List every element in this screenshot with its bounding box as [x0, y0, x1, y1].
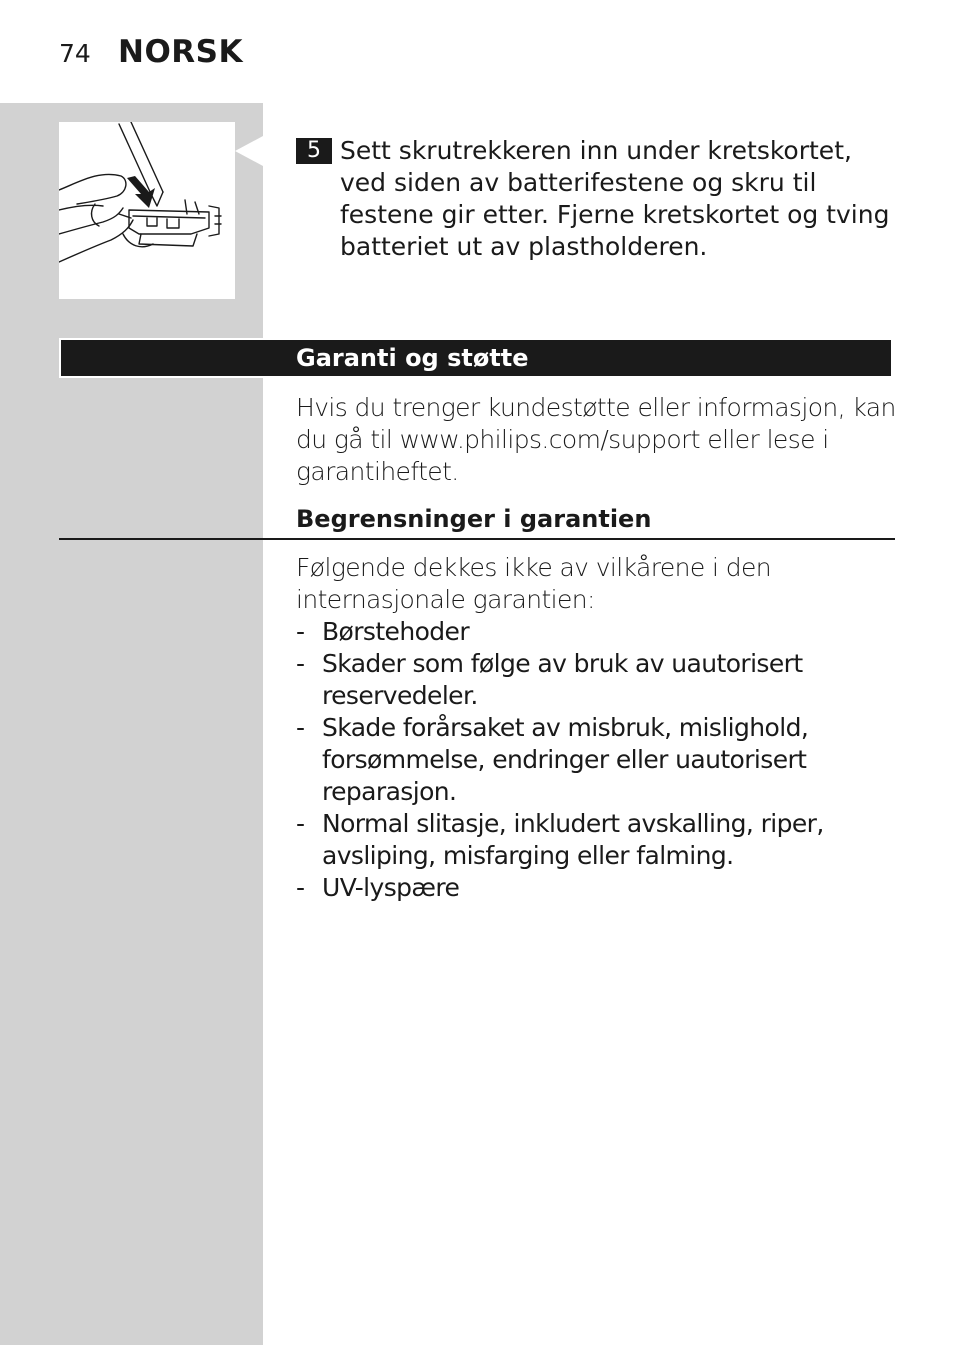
section-title: Garanti og støtte	[296, 344, 529, 372]
list-item-text: Skader som følge av bruk av uautorisert reservedeler.	[322, 649, 803, 710]
screwdriver-circuit-board-illustration	[59, 122, 235, 299]
list-item-text: UV-lyspære	[322, 873, 460, 902]
limitations-list	[296, 616, 896, 904]
list-item-text: Skade forårsaket av misbruk, mislighold, forsømmelse, endringer eller uautorisert reparasjon.	[322, 713, 809, 806]
subheading-divider	[59, 538, 895, 540]
list-item: - Børstehoder	[296, 617, 470, 646]
list-item: - Normal slitasje, inkludert avskalling, riper, avsliping, misfarging eller falming.	[296, 809, 824, 870]
limitations-intro-text: Følgende dekkes ikke av vilkårene i den internasjonale garantien:	[296, 553, 772, 614]
support-intro-text: Hvis du trenger kundestøtte eller informasjon, kan du gå til www.philips.com/support eller lese i garantiheftet.	[296, 393, 896, 486]
step-instruction-text: Sett skrutrekkeren inn under kretskortet, ved siden av batterifestene og skru til festene gir etter. Fjerne kretskortet og tving batteriet ut av plastholderen.	[340, 136, 890, 261]
step-pointer-triangle	[235, 136, 263, 166]
limitations-subheading: Begrensninger i garantien	[296, 505, 652, 533]
step-illustration	[59, 122, 235, 299]
step-number-badge: 5	[296, 138, 332, 164]
list-item: - UV-lyspære	[296, 873, 460, 902]
list-item: - Skader som følge av bruk av uautorisert reservedeler.	[296, 649, 803, 710]
list-item: - Skade forårsaket av misbruk, mislighold, forsømmelse, endringer eller uautorisert reparasjon.	[296, 713, 809, 806]
page-number: 74	[59, 39, 91, 68]
page-language-heading: NORSK	[118, 34, 244, 70]
list-item-text: Normal slitasje, inkludert avskalling, riper, avsliping, misfarging eller falming.	[322, 809, 824, 870]
list-item-text: Børstehoder	[322, 617, 470, 646]
